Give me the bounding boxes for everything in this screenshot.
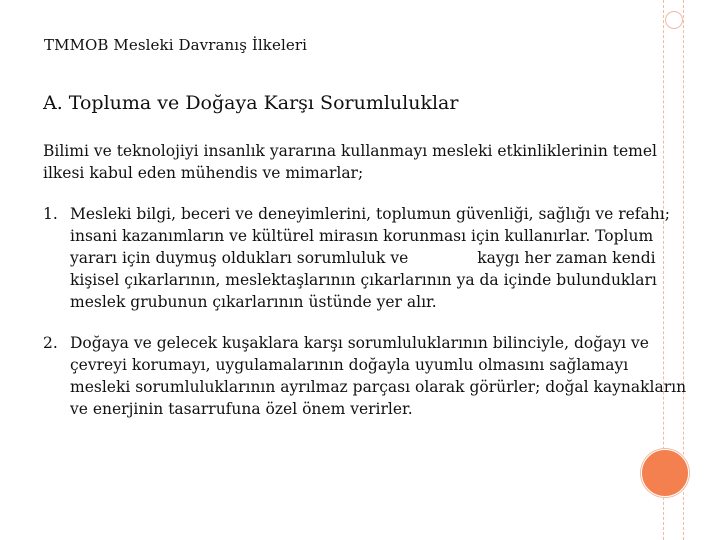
list-item-text [70,332,687,420]
list-item-line: çevreyi korumayı, uygulamalarının doğayla uyumlu olmasını sağlamayı [70,356,629,374]
slide-title: A. Topluma ve Doğaya Karşı Sorumluluklar [43,92,459,114]
decorative-circle-outline [665,11,683,29]
list-item [43,203,673,313]
list-item-line: yararı için duymuş oldukları sorumluluk ve kaygı her zaman kendi [70,249,656,267]
list-item-line: mesleki sorumluluklarının ayrılmaz parçası olarak görürler; doğal kaynakların [70,378,687,396]
list-item-line: insani kazanımların ve kültürel mirasın korunması için kullanırlar. Toplum [70,227,654,245]
intro-line: ilkesi kabul eden mühendis ve mimarlar; [43,164,364,182]
decorative-circle-filled [641,449,689,497]
intro-line: Bilimi ve teknolojiyi insanlık yararına kullanmayı mesleki etkinliklerinin temel [43,142,657,160]
intro-paragraph [43,140,657,184]
list-item-line: Mesleki bilgi, beceri ve deneyimlerini, toplumun güvenliği, sağlığı ve refahı; [70,205,670,223]
list-item-line: Doğaya ve gelecek kuşaklara karşı sorumluluklarının bilinciyle, doğayı ve [70,334,649,352]
list-item-line: meslek grubunun çıkarlarının üstünde yer alır. [70,293,437,311]
list-item-text [70,203,682,313]
list-item-line: kişisel çıkarlarının, meslektaşlarının çıkarlarının ya da içinde bulundukları [70,271,657,289]
list-item-number: 1. [43,205,58,223]
list-item-line: ve enerjinin tasarrufuna özel önem verirler. [70,400,413,418]
slide-header: TMMOB Mesleki Davranış İlkeleri [44,36,307,54]
list-item-number: 2. [43,334,58,352]
list-item [43,332,687,422]
